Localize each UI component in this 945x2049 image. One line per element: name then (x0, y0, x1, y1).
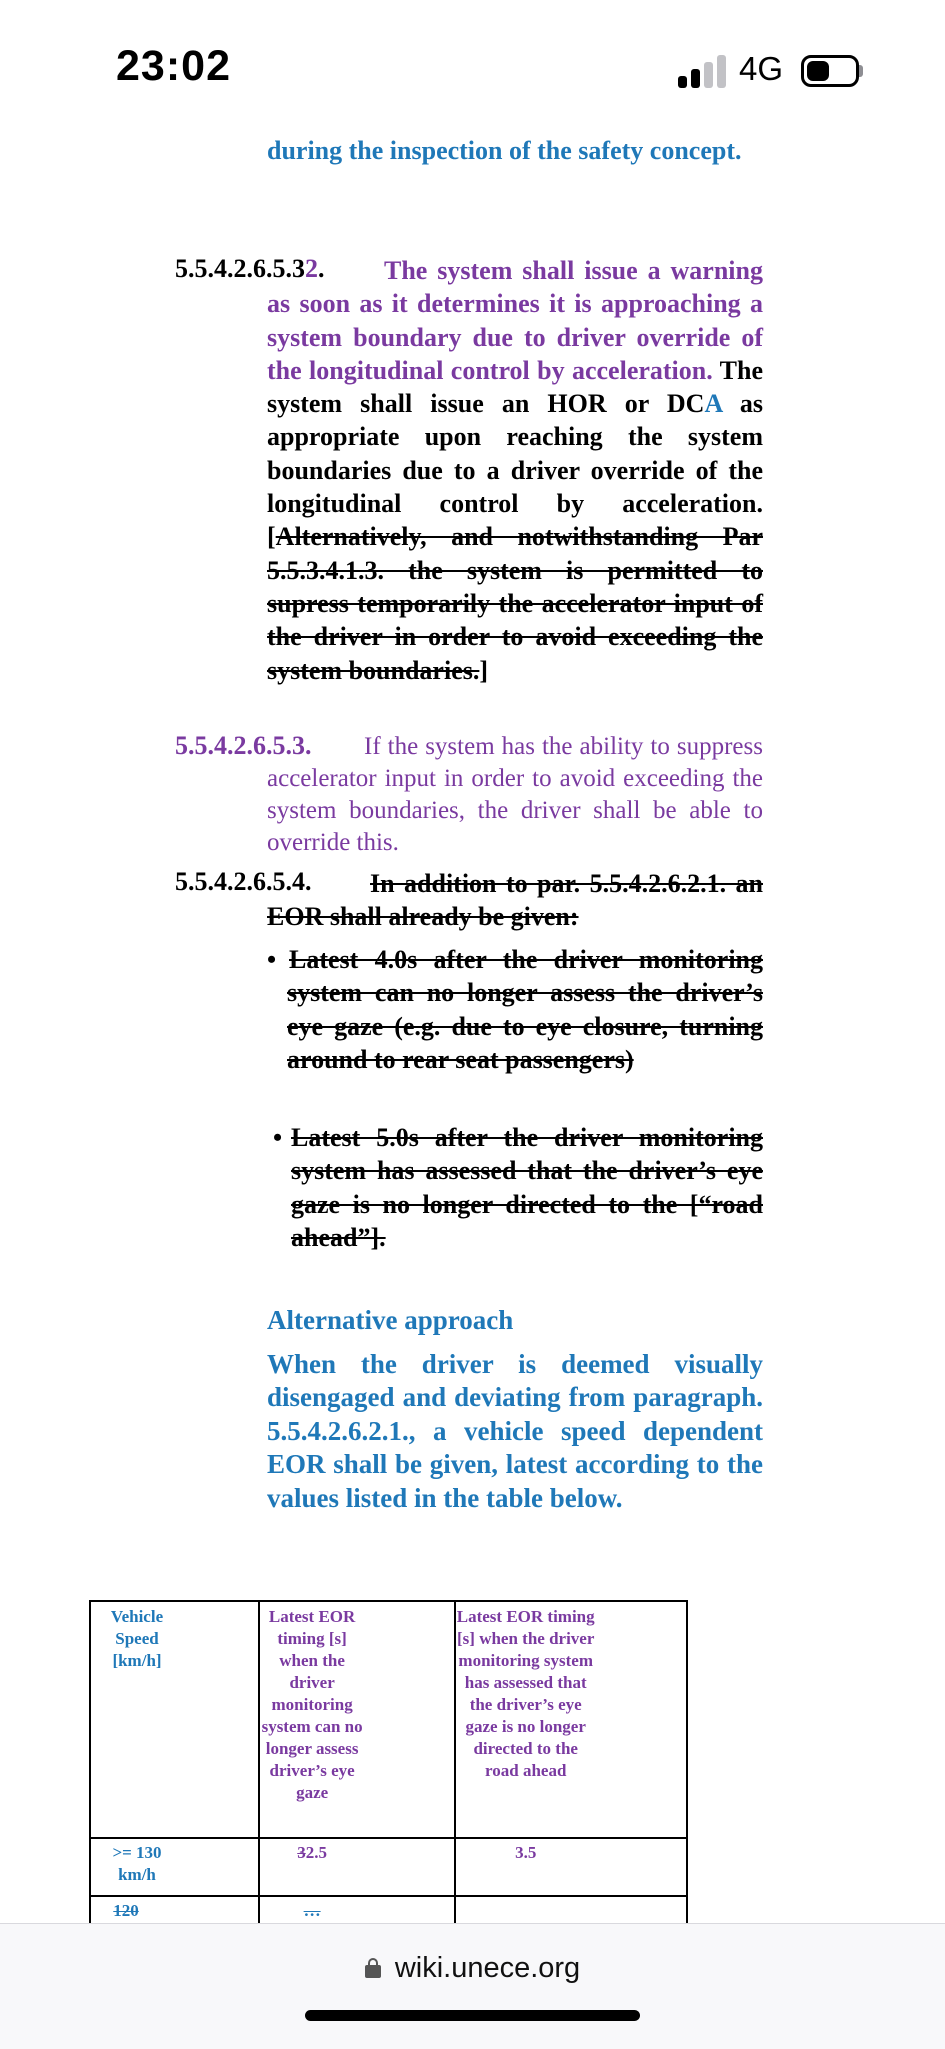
section-paragraph: The system shall issue a warning as soon as it determines it is approaching a system boundary due to driver override of the longitudinal control by acceleration. The system shall issue an HOR or DCA as appropriate upon reaching the system boundaries due to a driver override of the longitudinal control by acceleration. [Alternatively, and notwithstanding Par 5.5.3.4.1.3. the system is permitted to supress temporarily the accelerator input of the driver in order to avoid exceeding the system boundaries.] (267, 256, 764, 685)
url-display[interactable] (0, 1952, 945, 1985)
table-cell: 120 (90, 1896, 259, 1936)
table-cell: 32.5 (259, 1838, 455, 1896)
battery-icon (801, 55, 860, 85)
cellular-signal-icon (678, 54, 726, 88)
added-letter: A (704, 389, 722, 419)
table-header-cell: Latest EOR timing [s] when the driver monitoring system can no longer assess driver’s eye gaze (259, 1601, 455, 1838)
table-cell: >= 130 km/h (90, 1838, 259, 1896)
eor-timing-table (89, 1600, 688, 1937)
table-cell: 3.5 (455, 1838, 687, 1896)
deleted-paragraph: In addition to par. 5.5.4.2.6.2.1. an EOR shall already be given: (267, 869, 763, 932)
alt-heading: Alternative approach (267, 1305, 514, 1335)
table-header-cell: Latest EOR timing [s] when the driver monitoring system has assessed that the driver’s eye gaze is no longer directed to the road ahead (455, 1601, 687, 1838)
deleted-bullet-item: Latest 4.0s after the driver monitoring system can no longer assess the driver’s eye gaze (e.g. due to eye closure, turning around to rear seat passengers) (287, 945, 763, 1074)
table-header-cell: Vehicle Speed [km/h] (90, 1601, 259, 1838)
table-cell: … (259, 1896, 455, 1936)
new-section-paragraph: If the system has the ability to suppress accelerator input in order to avoid exceeding the system boundaries, the driver shall be able to override this. (267, 733, 763, 856)
status-time: 23:02 (116, 42, 231, 90)
bullet-dot: • (273, 1123, 283, 1152)
section-number: 5.5.4.2.6.5.32. (175, 254, 325, 283)
bullet-dot: • (267, 945, 277, 974)
added-text: The system shall issue a warning as soon as it determines it is approaching a system boundary due to driver override of the longitudinal control by acceleration. (267, 256, 763, 385)
browser-address-bar[interactable] (0, 1923, 945, 2049)
deleted-bullet-item: Latest 5.0s after the driver monitoring system has assessed that the driver’s eye gaze is no longer directed to the [“road ahead”]. (291, 1123, 763, 1252)
url-text[interactable]: wiki.unece.org (394, 1952, 581, 1984)
alt-paragraph: When the driver is deemed visually disengaged and deviating from paragraph. 5.5.4.2.6.2.1., a vehicle speed dependent EOR shall be given, latest according to the values listed in the table below. (267, 1349, 763, 1513)
home-indicator[interactable] (305, 2010, 640, 2021)
section-number: 5.5.4.2.6.5.3. (175, 731, 312, 760)
status-bar (0, 0, 945, 130)
section-number: 5.5.4.2.6.5.4. (175, 867, 312, 896)
lock-icon (365, 1958, 381, 1978)
network-type: 4G (739, 50, 784, 87)
deleted-text: Alternatively, and notwithstanding Par 5.5.3.4.1.3. the system is permitted to supress temporarily the accelerator input of the driver in order to avoid exceeding the system boundaries. (267, 522, 763, 685)
intro-paragraph: during the inspection of the safety concept. (267, 136, 742, 165)
